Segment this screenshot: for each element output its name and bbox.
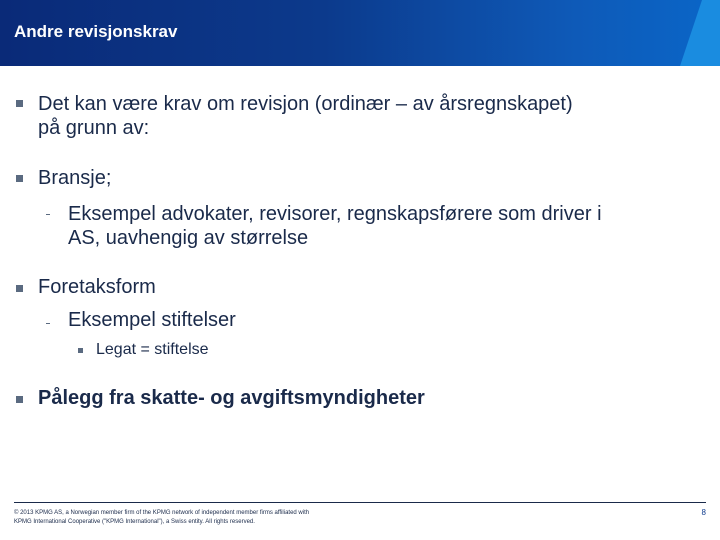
dash-icon [46,214,50,215]
bullet-icon [16,100,23,107]
bullet-text-4: Pålegg fra skatte- og avgiftsmyndigheter [38,387,425,409]
page-number: 8 [701,508,706,517]
footer-copyright-line-1: © 2013 KPMG AS, a Norwegian member firm of the KPMG network of independent member firms affiliated with [14,510,310,516]
sub-bullet-icon [78,348,83,353]
bullet-text-3: Foretaksform [38,276,156,298]
bullet-icon [16,285,23,292]
header-accent-shape [680,0,720,66]
bullet-icon [16,175,23,182]
bullet-text-1: Det kan være krav om revisjon (ordinær – av årsregnskapet) på grunn av: [38,93,573,139]
sub-sub-text-3: Legat = stiftelse [96,341,209,358]
slide-title: Andre revisjonskrav [14,22,178,41]
sub-text-3: Eksempel stiftelser [68,309,236,331]
sub-text-2: Eksempel advokater, revisorer, regnskapsførere som driver i AS, uavhengig av størrelse [68,203,602,249]
dash-icon [46,323,50,324]
footer-copyright-line-2: KPMG International Cooperative ("KPMG International"), a Swiss entity. All rights reserved. [14,519,255,525]
title-bar [0,0,720,66]
bullet-text-2: Bransje; [38,167,112,189]
footer-divider [14,502,706,503]
bullet-icon [16,396,23,403]
